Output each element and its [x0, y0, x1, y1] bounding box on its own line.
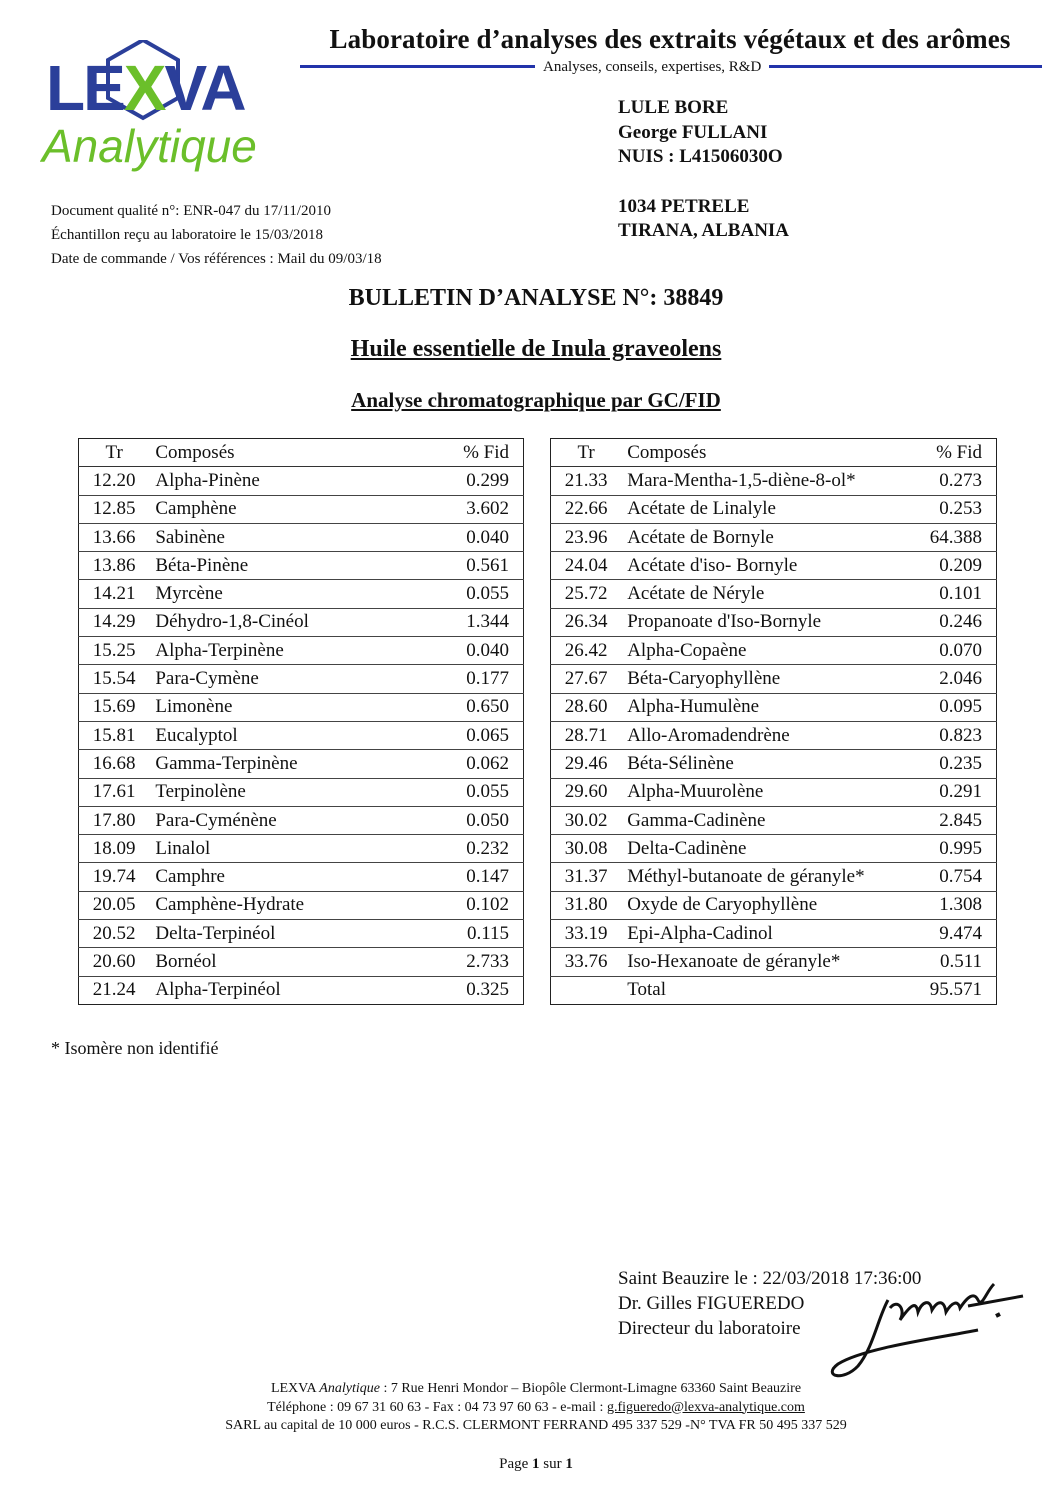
- cell-compound: Camphène: [155, 498, 237, 520]
- cell-fid: 0.095: [939, 696, 982, 718]
- cell-fid: 2.733: [466, 950, 509, 972]
- table-row: [79, 523, 524, 551]
- cell-fid: 0.177: [466, 668, 509, 690]
- cell-compound: Iso-Hexanoate de géranyle*: [627, 950, 841, 972]
- cell-compound: Alpha-Muurolène: [627, 781, 764, 803]
- cell-fid: 1.344: [466, 611, 509, 633]
- cell-compound: Acétate de Linalyle: [627, 498, 776, 520]
- cell-compound: Bornéol: [155, 950, 217, 972]
- cell-tr: 23.96: [564, 526, 608, 548]
- header-tr: Tr: [79, 439, 150, 467]
- document-info: [51, 199, 382, 271]
- cell-tr: 13.86: [92, 554, 136, 576]
- cell-tr: 12.85: [92, 498, 136, 520]
- cell-tr: 18.09: [92, 837, 136, 859]
- cell-tr: 20.52: [92, 922, 136, 944]
- table-row: [551, 637, 997, 665]
- cell-tr: 19.74: [92, 866, 136, 888]
- footnote: * Isomère non identifié: [51, 1038, 219, 1058]
- lab-subtitle: Analyses, conseils, expertises, R&D: [535, 59, 769, 76]
- client-block: [618, 96, 783, 170]
- cell-compound: Linalol: [155, 837, 211, 859]
- header-compound: Composés: [621, 439, 912, 467]
- table-row: [551, 693, 997, 721]
- cell-tr: 22.66: [564, 498, 608, 520]
- cell-fid: 0.754: [939, 866, 982, 888]
- cell-compound: Méthyl-butanoate de géranyle*: [627, 866, 865, 888]
- table-row: [551, 665, 997, 693]
- table-row: [79, 580, 524, 608]
- cell-tr: 26.34: [564, 611, 608, 633]
- cell-tr: 26.42: [564, 639, 608, 661]
- cell-tr: 16.68: [92, 752, 136, 774]
- lexva-logo-graphic: [40, 40, 280, 175]
- cell-tr: 30.02: [564, 809, 608, 831]
- cell-fid: 0.995: [939, 837, 982, 859]
- cell-compound: Béta-Caryophyllène: [627, 668, 781, 690]
- product-title: Huile essentielle de Inula graveolens: [350, 336, 722, 362]
- table-row: [79, 976, 524, 1004]
- cell-compound: Limonène: [155, 696, 233, 718]
- cell-compound: Camphène-Hydrate: [155, 894, 305, 916]
- page-footer: [0, 1380, 1060, 1436]
- cell-compound: Total: [627, 979, 666, 1001]
- cell-tr: 12.20: [92, 469, 136, 491]
- page-current: 1: [532, 1456, 540, 1472]
- cell-fid: 9.474: [939, 922, 982, 944]
- cell-compound: Alpha-Copaène: [627, 639, 747, 661]
- table-row: [79, 891, 524, 919]
- table-header-row: [551, 439, 997, 467]
- header-fid: % Fid: [913, 439, 997, 467]
- table-row: [551, 863, 997, 891]
- cell-fid: 0.561: [466, 554, 509, 576]
- page-middle: sur: [539, 1456, 566, 1472]
- table-row: [79, 665, 524, 693]
- cell-fid: 0.147: [466, 866, 509, 888]
- cell-fid: 2.845: [939, 809, 982, 831]
- cell-fid: 0.823: [939, 724, 982, 746]
- table-row: [551, 552, 997, 580]
- cell-tr: 28.60: [564, 696, 608, 718]
- cell-fid: 3.602: [466, 498, 509, 520]
- header-fid: % Fid: [449, 439, 524, 467]
- table-row: [551, 608, 997, 636]
- cell-fid: 0.115: [466, 922, 509, 944]
- cell-compound: Béta-Pinène: [155, 554, 249, 576]
- cell-compound: Myrcène: [155, 583, 223, 605]
- table-row: [79, 693, 524, 721]
- footer-brand: LEXVA: [270, 1381, 316, 1396]
- cell-fid: 2.046: [939, 668, 982, 690]
- cell-compound: Para-Cymène: [155, 668, 259, 690]
- cell-tr: 31.80: [564, 894, 608, 916]
- cell-compound: Para-Cyménène: [155, 809, 277, 831]
- cell-fid: 0.050: [466, 809, 509, 831]
- table-row: [79, 835, 524, 863]
- cell-fid: 0.209: [939, 554, 982, 576]
- table-row: [551, 721, 997, 749]
- lab-title: Laboratoire d’analyses des extraits végétaux et des arômes: [329, 24, 1011, 54]
- sample-received: Échantillon reçu au laboratoire le 15/03/2018: [51, 227, 323, 243]
- quality-doc: Document qualité n°: ENR-047 du 17/11/2010: [51, 203, 331, 219]
- table-row: [79, 920, 524, 948]
- results-table-left: [78, 438, 524, 1005]
- cell-fid: 64.388: [929, 526, 982, 548]
- table-row: [551, 920, 997, 948]
- table-row: [551, 806, 997, 834]
- table-row: [551, 467, 997, 495]
- company-logo: [40, 40, 280, 175]
- cell-tr: 25.72: [564, 583, 608, 605]
- cell-fid: 0.070: [939, 639, 982, 661]
- svg-text:Analytique: Analytique: [42, 120, 257, 172]
- cell-fid: 0.235: [939, 752, 982, 774]
- client-nuis: NUIS : L41506030O: [618, 146, 783, 167]
- header-compound: Composés: [149, 439, 448, 467]
- cell-compound: Gamma-Cadinène: [627, 809, 766, 831]
- cell-compound: Camphre: [155, 866, 225, 888]
- table-row: [551, 835, 997, 863]
- cell-compound: Alpha-Pinène: [155, 469, 260, 491]
- cell-tr: 14.29: [92, 611, 136, 633]
- table-row: [79, 467, 524, 495]
- table-row: [551, 750, 997, 778]
- table-row: [79, 637, 524, 665]
- table-header-row: [79, 439, 524, 467]
- table-row: [79, 608, 524, 636]
- cell-compound: Alpha-Humulène: [627, 696, 760, 718]
- footer-phone: Téléphone : 09 67 31 60 63 - Fax : 04 73 97 60 63 - e-mail :: [267, 1399, 607, 1415]
- signer-role: Directeur du laboratoire: [618, 1318, 801, 1339]
- footer-contact-line: [0, 1399, 1060, 1418]
- cell-compound: Epi-Alpha-Cadinol: [627, 922, 773, 944]
- cell-fid: 0.291: [939, 781, 982, 803]
- cell-compound: Terpinolène: [155, 781, 246, 803]
- cell-fid: 0.040: [466, 639, 509, 661]
- table-row: [551, 580, 997, 608]
- cell-tr: 29.46: [564, 752, 608, 774]
- cell-compound: Mara-Mentha-1,5-diène-8-ol*: [627, 469, 856, 491]
- cell-fid: 0.650: [466, 696, 509, 718]
- order-reference: Date de commande / Vos références : Mail du 09/03/18: [51, 251, 382, 267]
- pagination: [0, 1456, 1060, 1473]
- cell-fid: 1.308: [939, 894, 982, 916]
- bulletin-title: BULLETIN D’ANALYSE N°: 38849: [348, 285, 724, 311]
- cell-tr: 15.69: [92, 696, 136, 718]
- cell-fid: 95.571: [929, 979, 982, 1001]
- cell-compound: Gamma-Terpinène: [155, 752, 298, 774]
- cell-fid: 0.101: [939, 583, 982, 605]
- cell-compound: Sabinène: [155, 526, 225, 548]
- footer-legal: SARL au capital de 10 000 euros - R.C.S. CLERMONT FERRAND 495 337 529 -N° TVA FR 50 495 337 529: [225, 1418, 847, 1433]
- table-row: [79, 750, 524, 778]
- cell-compound: Allo-Aromadendrène: [627, 724, 790, 746]
- footer-address-line: [0, 1380, 1060, 1399]
- cell-fid: 0.055: [466, 583, 509, 605]
- client-contact: George FULLANI: [618, 121, 768, 143]
- footer-address: : 7 Rue Henri Mondor – Biopôle Clermont-Limagne 63360 Saint Beauzire: [379, 1381, 802, 1396]
- signer-name: Dr. Gilles FIGUEREDO: [618, 1293, 805, 1314]
- cell-tr: 27.67: [564, 668, 608, 690]
- table-row: [551, 778, 997, 806]
- cell-tr: 17.80: [92, 809, 136, 831]
- cell-compound: Delta-Terpinéol: [155, 922, 276, 944]
- cell-fid: 0.511: [939, 950, 982, 972]
- footer-brand-italic: Analytique: [319, 1381, 380, 1396]
- address-street: 1034 PETRELE: [618, 196, 750, 217]
- table-row: [551, 976, 997, 1004]
- sign-place-date: Saint Beauzire le : 22/03/2018 17:36:00: [618, 1268, 922, 1289]
- header-tr: Tr: [551, 439, 622, 467]
- cell-tr: 17.61: [92, 781, 136, 803]
- cell-compound: Acétate d'iso- Bornyle: [627, 554, 798, 576]
- cell-compound: Delta-Cadinène: [627, 837, 747, 859]
- cell-fid: 0.055: [466, 781, 509, 803]
- cell-tr: 20.05: [92, 894, 136, 916]
- cell-compound: Béta-Sélinène: [627, 752, 734, 774]
- table-row: [79, 948, 524, 976]
- cell-compound: Alpha-Terpinène: [155, 639, 284, 661]
- page-total: 1: [565, 1456, 573, 1472]
- cell-tr: 33.19: [564, 922, 608, 944]
- cell-fid: 0.299: [466, 469, 509, 491]
- cell-compound: Acétate de Néryle: [627, 583, 765, 605]
- svg-text:LEXVA: LEXVA: [46, 52, 245, 124]
- client-name: LULE BORE: [618, 97, 729, 118]
- cell-tr: 21.33: [564, 469, 608, 491]
- cell-compound: Oxyde de Caryophyllène: [627, 894, 818, 916]
- page-prefix: Page: [499, 1456, 533, 1472]
- cell-tr: 14.21: [92, 583, 136, 605]
- cell-tr: 29.60: [564, 781, 608, 803]
- cell-fid: 0.062: [466, 752, 509, 774]
- cell-compound: Alpha-Terpinéol: [155, 979, 281, 1001]
- cell-tr: [551, 976, 622, 1004]
- cell-fid: 0.253: [939, 498, 982, 520]
- table-row: [551, 948, 997, 976]
- cell-fid: 0.325: [466, 979, 509, 1001]
- cell-fid: 0.273: [939, 469, 982, 491]
- table-row: [551, 523, 997, 551]
- table-row: [551, 495, 997, 523]
- cell-tr: 20.60: [92, 950, 136, 972]
- cell-tr: 31.37: [564, 866, 608, 888]
- table-row: [79, 863, 524, 891]
- cell-tr: 33.76: [564, 950, 608, 972]
- cell-tr: 21.24: [92, 979, 136, 1001]
- cell-tr: 28.71: [564, 724, 608, 746]
- cell-tr: 24.04: [564, 554, 608, 576]
- client-address: [618, 195, 789, 243]
- table-row: [79, 495, 524, 523]
- cell-fid: 0.232: [466, 837, 509, 859]
- cell-fid: 0.065: [466, 724, 509, 746]
- table-row: [79, 721, 524, 749]
- cell-fid: 0.246: [939, 611, 982, 633]
- table-row: [79, 778, 524, 806]
- handwritten-signature: [818, 1278, 1028, 1383]
- method-title: Analyse chromatographique par GC/FID: [351, 388, 721, 412]
- table-row: [79, 552, 524, 580]
- cell-tr: 13.66: [92, 526, 136, 548]
- cell-fid: 0.102: [466, 894, 509, 916]
- results-table-right: [550, 438, 997, 1005]
- cell-tr: 15.25: [92, 639, 136, 661]
- cell-fid: 0.040: [466, 526, 509, 548]
- cell-tr: 15.81: [92, 724, 136, 746]
- table-row: [551, 891, 997, 919]
- cell-tr: 15.54: [92, 668, 136, 690]
- cell-compound: Eucalyptol: [155, 724, 238, 746]
- cell-compound: Déhydro-1,8-Cinéol: [155, 611, 309, 633]
- cell-compound: Propanoate d'Iso-Bornyle: [627, 611, 822, 633]
- table-row: [79, 806, 524, 834]
- address-city: TIRANA, ALBANIA: [618, 220, 790, 241]
- footer-email-link[interactable]: g.figueredo@lexva-analytique.com: [606, 1399, 805, 1415]
- cell-tr: 30.08: [564, 837, 608, 859]
- cell-compound: Acétate de Bornyle: [627, 526, 774, 548]
